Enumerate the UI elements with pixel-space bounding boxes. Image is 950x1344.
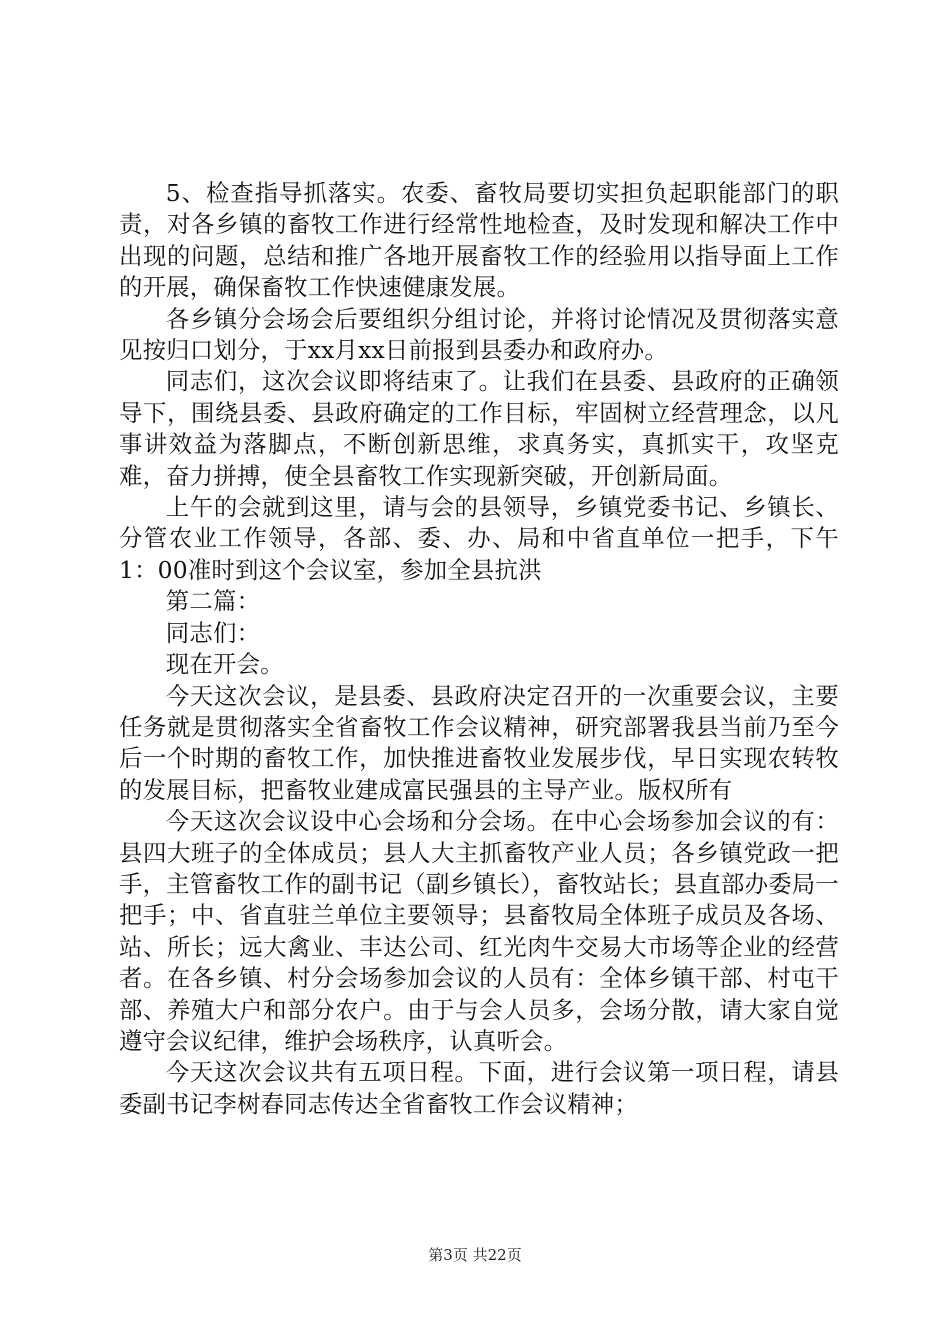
salutation: 同志们：: [165, 618, 261, 647]
paragraph-meeting-purpose: 今天这次会议，是县委、县政府决定召开的一次重要会议，主要任务就是贯彻落实全省畜牧工作会议精神，研究部署我县当前乃至今后一个时期的畜牧工作，加快推进畜牧业发展步伐，早日实现农转牧的发展目标，把畜牧业建成富民强县的主导产业。版权所有: [119, 681, 839, 804]
paragraph-meeting-closing: 同志们，这次会议即将结束了。让我们在县委、县政府的正确领导下，围绕县委、县政府确定的工作目标，牢固树立经营理念，以凡事讲效益为落脚点，不断创新思维，求真务实，真抓实干，攻坚克难，奋力拼搏，使全县畜牧工作实现新突破，开创新局面。: [119, 367, 839, 490]
section-heading-part-two: 第二篇：: [165, 587, 261, 616]
page-number-footer: 第3页 共22页: [428, 1246, 522, 1264]
paragraph-meeting-opening: 现在开会。: [165, 650, 284, 679]
paragraph-branch-venue-discussion: 各乡镇分会场会后要组织分组讨论，并将讨论情况及贯彻落实意见按归口划分，于xx月xx日前报到县委办和政府办。: [119, 304, 839, 365]
paragraph-agenda: 今天这次会议共有五项日程。下面，进行会议第一项日程，请县委副书记李树春同志传达全省畜牧工作会议精神；: [119, 1058, 839, 1118]
paragraph-afternoon-notice: 上午的会就到这里，请与会的县领导，乡镇党委书记、乡镇长、分管农业工作领导，各部、委、办、局和中省直单位一把手，下午1：00准时到这个会议室，参加全县抗洪: [119, 493, 839, 584]
paragraph-attendees: 今天这次会议设中心会场和分会场。在中心会场参加会议的有：县四大班子的全体成员；县人大主抓畜牧产业人员；各乡镇党政一把手，主管畜牧工作的副书记（副乡镇长），畜牧站长；县直部办委局一把手；中、省直驻兰单位主要领导；县畜牧局全体班子成员及各场、站、所长；远大禽业、丰达公司、红光肉牛交易大市场等企业的经营者。在各乡镇、村分会场参加会议的人员有：全体乡镇干部、村屯干部、养殖大户和部分农户。由于与会人员多，会场分散，请大家自觉遵守会议纪律，维护会场秩序，认真听会。: [119, 807, 839, 1055]
paragraph-inspection-guidance: 5、检查指导抓落实。农委、畜牧局要切实担负起职能部门的职责，对各乡镇的畜牧工作进行经常性地检查，及时发现和解决工作中出现的问题，总结和推广各地开展畜牧工作的经验用以指导面上工作的开展，确保畜牧工作快速健康发展。: [119, 179, 839, 302]
document-body: [119, 178, 839, 1120]
